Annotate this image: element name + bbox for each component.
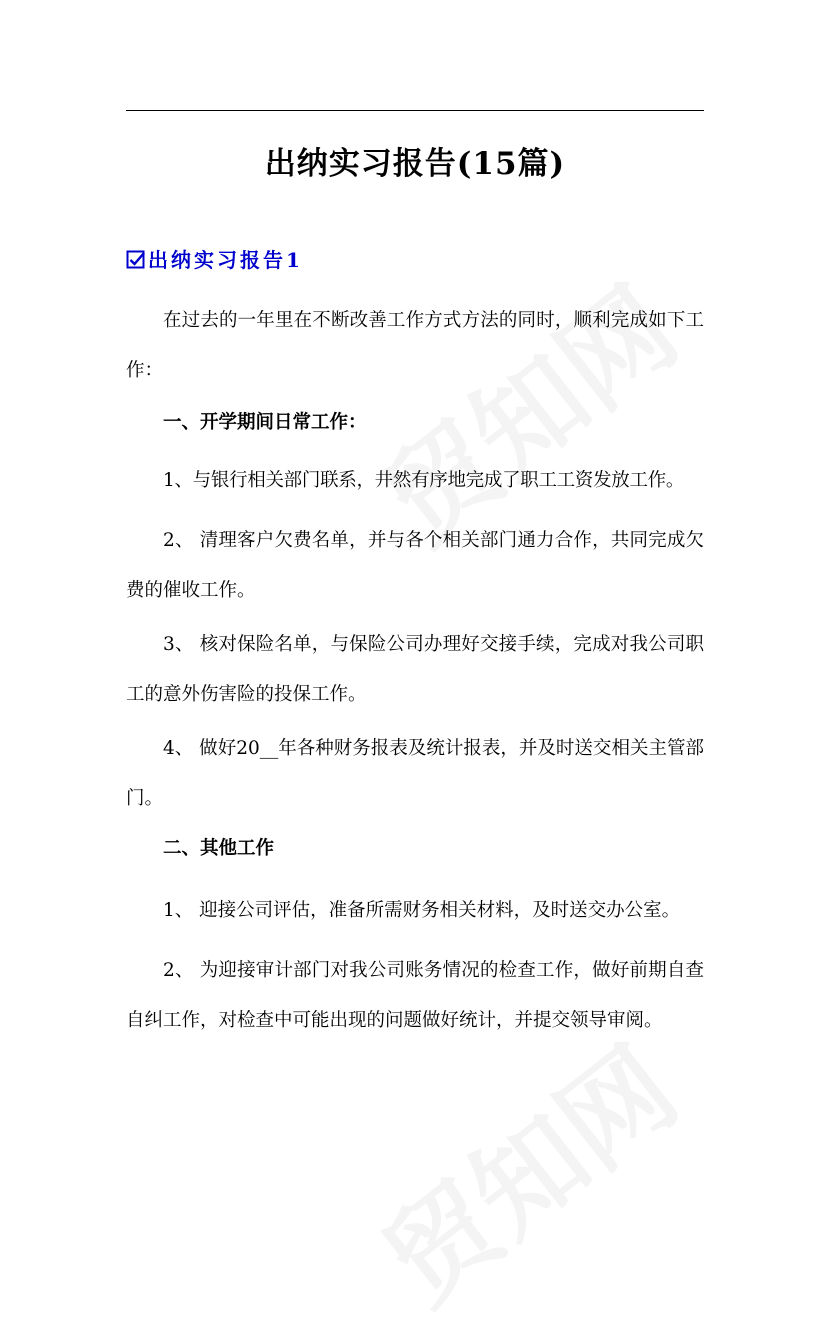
- checkbox-checked-icon: [126, 250, 146, 270]
- paragraph-item: 2、 为迎接审计部门对我公司账务情况的检查工作，做好前期自查自纠工作，对检查中可能出现的问题做好统计，并提交领导审阅。: [126, 960, 704, 1031]
- section-heading: [126, 244, 303, 276]
- header-rule: [126, 110, 704, 111]
- paragraph-item: 1、 迎接公司评估，准备所需财务相关材料，及时送交办公室。: [163, 900, 681, 921]
- watermark-bottom: [346, 1005, 703, 1333]
- paragraph-item: 2、 清理客户欠费名单，并与各个相关部门通力合作，共同完成欠费的催收工作。: [126, 530, 704, 601]
- paragraph-item: 3、 核对保险名单，与保险公司办理好交接手续，完成对我公司职工的意外伤害险的投保工作。: [126, 634, 704, 705]
- document-title: 出纳实习报告(15篇): [264, 146, 566, 182]
- paragraph-item: 1、与银行相关部门联系，井然有序地完成了职工工资发放工作。: [163, 470, 685, 491]
- paragraph-item: 4、 做好20__年各种财务报表及统计报表，并及时送交相关主管部门。: [126, 738, 704, 809]
- subheading-1: 一、开学期间日常工作：: [163, 412, 367, 433]
- paragraph-intro: 在过去的一年里在不断改善工作方式方法的同时，顺利完成如下工作：: [126, 310, 704, 381]
- subheading-2: 二、其他工作: [163, 838, 275, 859]
- section-heading-text: 出纳实习报告1: [148, 248, 303, 272]
